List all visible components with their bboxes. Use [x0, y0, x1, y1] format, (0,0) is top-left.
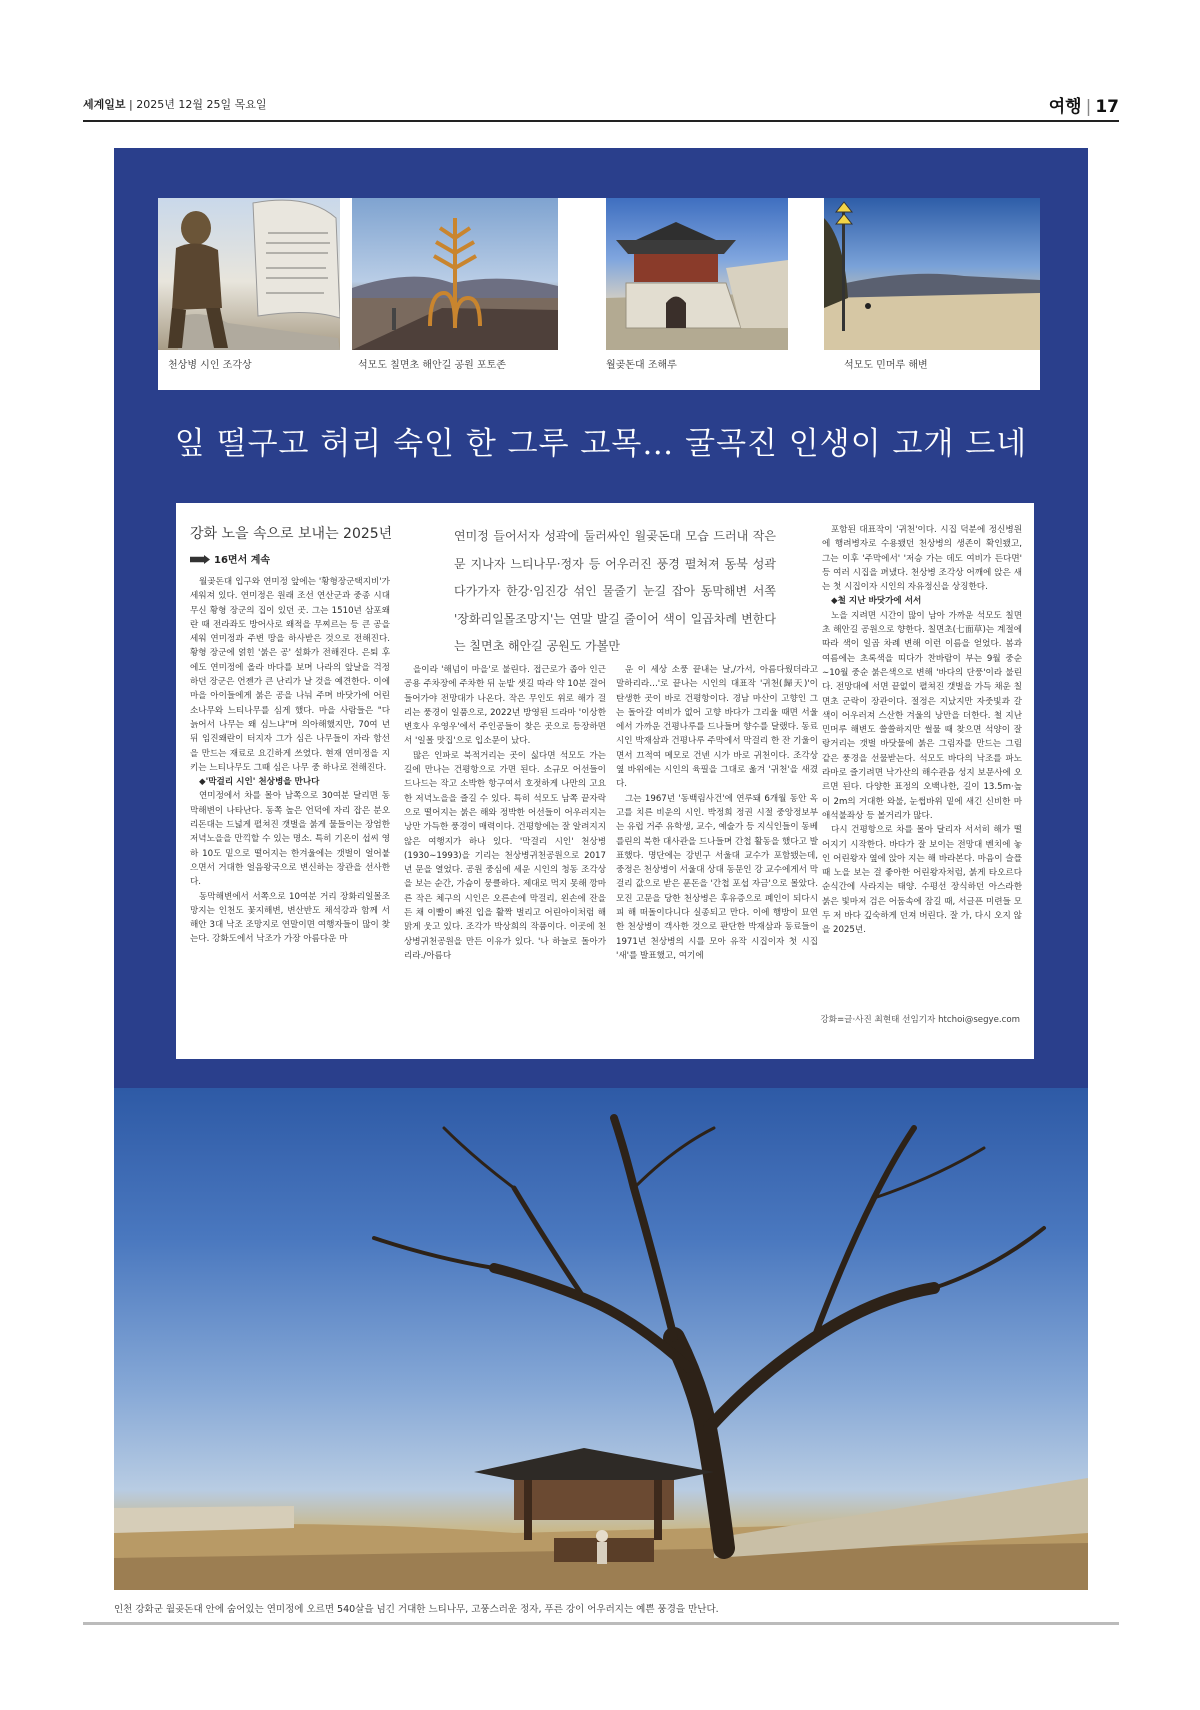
- paragraph: 동막해변에서 서쪽으로 10여분 거리 장화리일몰조망지는 인천도 꽃지해변, 변산반도 채석강과 함께 서해안 3대 낙조 조망지로 연말이면 여행자들이 많이 찾는다. 강화도에서 낙조가 가장 아름다운 마: [190, 891, 390, 945]
- photo-photozone: [352, 198, 558, 350]
- article-column-3: [616, 663, 818, 963]
- johaeru-image: [606, 198, 788, 350]
- article-lede: 연미정 들어서자 성곽에 둘러싸인 월곶돈대 모습 드러내 작은 문 지나자 느티나무·정자 등 어우러진 풍경 펼쳐져 동북 성곽 다가가자 한강·임진강 섞인 물줄기 눈길 잡아 동막해변 서쪽 '장화리일몰조망지'는 연말 발길 줄이어 색이 일곱차례 변한다는 칠면초 해안길 공원도 가볼만: [454, 529, 776, 653]
- photo-caption-2: 석모도 칠면초 해안길 공원 포토존: [358, 360, 506, 371]
- masthead-left: 세계일보 | 2025년 12월 25일 목요일: [83, 98, 267, 111]
- paragraph: 다시 건평항으로 차를 몰아 달리자 서서히 해가 떨어지기 시작한다. 바다가 잘 보이는 전망대 벤치에 놓인 어린왕자 옆에 앉아 지는 해 바라본다. 마음이 슬플 때 노을 보는 걸 좋아한 어린왕자처럼, 붉게 타오르다 순식간에 사라지는 태양. 수평선 장식하던 아스라한 붉은 빛마저 검은 어둠속에 잠길 때, 서글픈 미련들 모두 저 바다 깊숙하게 던져 버린다. 잘 가, 다시 오지 않을 2025년.: [822, 825, 1022, 936]
- paragraph: 노을 지려면 시간이 많이 남아 가까운 석모도 칠면초 해안길 공원으로 향한다. 칠면초(七面草)는 계절에 따라 색이 일곱 차례 변해 이런 이름을 얻었다. 봄과 여름에는 초록색을 띠다가 찬바람이 부는 9월 중순∼10월 중순 붉은색으로 변해 '바다의 단풍'이라 불린다. 전망대에 서면 끝없이 펼쳐진 갯벌을 가득 채운 칠면초 군락이 장관이다. 절정은 지났지만 자줏빛과 갈색이 어우러져 스산한 겨울의 낭만을 더한다. 철 지난 민머루 해변도 쓸쓸하지만 썰물 때 찾으면 석양이 잘랑거리는 갯벌 바닷물에 붉은 그림자를 만드는 그림 같은 풍경을 선물받는다. 석모도 바다의 낙조를 파노라마로 즐기려면 낙가산의 해수관음 성지 보문사에 오르면 된다. 다양한 표정의 오백나한, 길이 13.5m·높이 2m의 거대한 와불, 눈썹바위 밑에 새긴 신비한 마애석불좌상 등 볼거리가 많다.: [822, 610, 1022, 821]
- arrow-right-icon: [190, 555, 210, 564]
- masthead: [83, 94, 1119, 116]
- issue-date: 2025년 12월 25일 목요일: [136, 98, 267, 111]
- bottom-rule: [83, 1622, 1119, 1625]
- newspaper-name: 세계일보: [83, 98, 126, 111]
- article-deck: 강화 노을 속으로 보내는 2025년: [190, 526, 393, 542]
- headline: 잎 떨구고 허리 숙인 한 그루 고목… 굴곡진 인생이 고개 드네: [174, 426, 1028, 462]
- poet-statue-image: [158, 198, 340, 350]
- photo-johaeru: [606, 198, 788, 350]
- continued-from: [190, 551, 270, 566]
- paragraph: 포함된 대표작이 '귀천'이다. 시집 덕분에 정신병원에 행려병자로 수용됐던 천상병의 생존이 확인됐고, 그는 이후 '주막에서' '저승 가는 데도 여비가 든다면' 등 여러 시집을 펴냈다. 천상병 조각상 어깨에 앉은 새는 첫 시집이자 시인의 자유정신을 상징한다.: [822, 525, 1022, 593]
- photo-caption-1: 천상병 시인 조각상: [168, 360, 252, 371]
- paragraph: 운 이 세상 소풍 끝내는 날,/가서, 아름다웠더라고 말하리라…'로 끝나는 시인의 대표작 '귀천(歸天)'이 탄생한 곳이 바로 건평항이다. 경남 마산이 고향인 그는 돌아갈 여비가 없어 고향 바다가 그리울 때면 서울에서 가까운 건평나루를 드나들며 향수를 달랬다. 동료 시인 박재삼과 건평나루 주막에서 막걸리 한 잔 기울이면서 끄적여 메모로 건넨 시가 바로 귀천이다. 조각상 옆 바위에는 시인의 육필을 그대로 옮겨 '귀천'을 새겼다.: [616, 665, 818, 790]
- article-column-2: [404, 663, 606, 963]
- paragraph: 많은 인파로 북적거리는 곳이 싫다면 석모도 가는 길에 만나는 건평항으로 가면 된다. 소규모 어선들이 드나드는 작고 소박한 항구여서 호젓하게 나만의 고요한 저녁노을을 즐길 수 있다. 특히 석모도 남쪽 끝자락으로 떨어지는 붉은 해와 정박한 어선들이 어우러지는 낭만 가득한 풍경이 매력이다. 건평항에는 잘 알려지지 않은 여행지가 하나 있다. '막걸리 시인' 천상병(1930∼1993)을 기리는 천상병귀천공원으로 2017년 문을 열었다. 공원 중심에 세운 시인의 청동 조각상을 보는 순간, 가슴이 뭉클하다. 제대로 먹지 못해 깡마른 작은 체구의 시인은 오른손에 막걸리, 왼손에 잔을 든 채 이빨이 빠진 입을 활짝 벌리고 어린아이처럼 해맑게 웃고 있다. 조각가 박상희의 작품이다. 이곳에 천상병귀천공원을 만든 이유가 있다. '나 하늘로 돌아가리라./아름다: [404, 750, 606, 961]
- zelkova-tree-image: [114, 1088, 1088, 1590]
- photo-caption-4: 석모도 민머루 해변: [844, 360, 928, 371]
- beach-image: [824, 198, 1040, 350]
- photo-strip: [158, 198, 1040, 390]
- subheading: ◆철 지난 바닷가에 서서: [831, 596, 922, 607]
- main-photo-caption: 인천 강화군 월곶돈대 안에 숨어있는 연미정에 오르면 540살을 넘긴 거대한 느티나무, 고풍스러운 정자, 푸른 강이 어우러지는 예쁜 풍경을 만난다.: [114, 1604, 719, 1615]
- continued-label: 16면서 계속: [214, 555, 271, 566]
- page-number: 17: [1095, 97, 1119, 117]
- article-column-4: [822, 523, 1022, 938]
- paragraph: 연미정에서 차를 몰아 남쪽으로 30여분 달리면 동막해변이 나타난다. 동쪽 높은 언덕에 자리 잡은 분오리돈대는 드넓게 펼쳐진 갯벌을 붉게 물들이는 장엄한 저녁노을을 만끽할 수 있는 명소. 특히 기온이 섭씨 영하 10도 밑으로 떨어지는 한겨울에는 갯벌이 얼어붙으면서 거대한 얼음왕국으로 변신하는 장관을 선사한다.: [190, 791, 390, 888]
- paragraph: 그는 1967년 '동백림사건'에 연루돼 6개월 동안 옥고를 치른 비운의 시인. 박정희 정권 시절 중앙정보부는 유럽 거주 유학생, 교수, 예술가 등 지식인들이 동베를린의 북한 대사관을 드나들며 간첩 활동을 했다고 발표했다. 명단에는 강빈구 서울대 교수가 포함됐는데, 중정은 천상병이 서울대 상대 동문인 강 교수에게서 막걸리 값으로 받은 푼돈을 '간첩 포섭 자금'으로 몰았다. 모진 고문을 당한 천상병은 후유증으로 폐인이 되다시피 해 떠돌이다니다 실종되고 만다. 이에 행방이 묘연한 천상병이 객사한 것으로 판단한 박재삼과 동료들이 1971년 천상병의 시를 모아 유작 시집이자 첫 시집 '새'를 발표했고, 여기에: [616, 793, 818, 961]
- photo-poet-statue: [158, 198, 340, 350]
- masthead-right: 여행 | 17: [1048, 97, 1119, 117]
- paragraph: 월곶돈대 입구와 연미정 앞에는 '황형장군택지비'가 세워져 있다. 연미정은 원래 조선 연산군과 중종 시대 무신 황형 장군의 집이 있던 곳. 그는 1510년 삼포왜란 때 전라좌도 방어사로 왜적을 무찌르는 등 큰 공을 세워 연미정과 주변 땅을 하사받은 것으로 전해진다. 황형 장군에 얽힌 '붉은 공' 설화가 전해진다. 은퇴 후에도 연미정에 올라 바다를 보며 나라의 앞날을 걱정하던 장군은 언젠가 큰 난리가 날 것을 예견한다. 이에 마을 아이들에게 붉은 공을 나눠 주며 바닷가에 어린 소나무와 느티나무를 심게 했다. 마을 사람들은 "다 늙어서 나무는 왜 심느냐"며 의아해했지만, 70여 년 뒤 임진왜란이 터지자 그가 심은 나무들이 자라 함선을 만드는 재료로 요긴하게 쓰였다. 현재 연미정을 지키는 느티나무도 그때 심은 나무 중 하나로 전해진다.: [190, 577, 390, 773]
- article-column-1: [190, 575, 390, 947]
- subheading: ◆'막걸리 시인' 천상병을 만나다: [199, 777, 320, 788]
- main-photo-zelkova-tree: [114, 1088, 1088, 1590]
- photo-caption-3: 월곶돈대 조해루: [606, 360, 677, 371]
- top-rule: [83, 120, 1119, 122]
- section-name: 여행: [1048, 97, 1082, 117]
- article-panel: [176, 503, 1034, 1059]
- photozone-image: [352, 198, 558, 350]
- byline: 강화=글·사진 최현태 선임기자 htchoi@segye.com: [820, 1015, 1020, 1025]
- photo-beach: [824, 198, 1040, 350]
- paragraph: 을이라 '해넘이 마을'로 불린다. 접근로가 좁아 인근 공용 주차장에 주차한 뒤 눈밭 샛길 따라 약 10분 걸어 들어가야 전망대가 나온다. 작은 무인도 위로 해가 걸리는 풍경이 일품으로, 2022년 방영된 드라마 '이상한 변호사 우영우'에서 주인공들이 찾은 곳으로 등장하면서 '일몰 맛집'으로 입소문이 났다.: [404, 665, 606, 747]
